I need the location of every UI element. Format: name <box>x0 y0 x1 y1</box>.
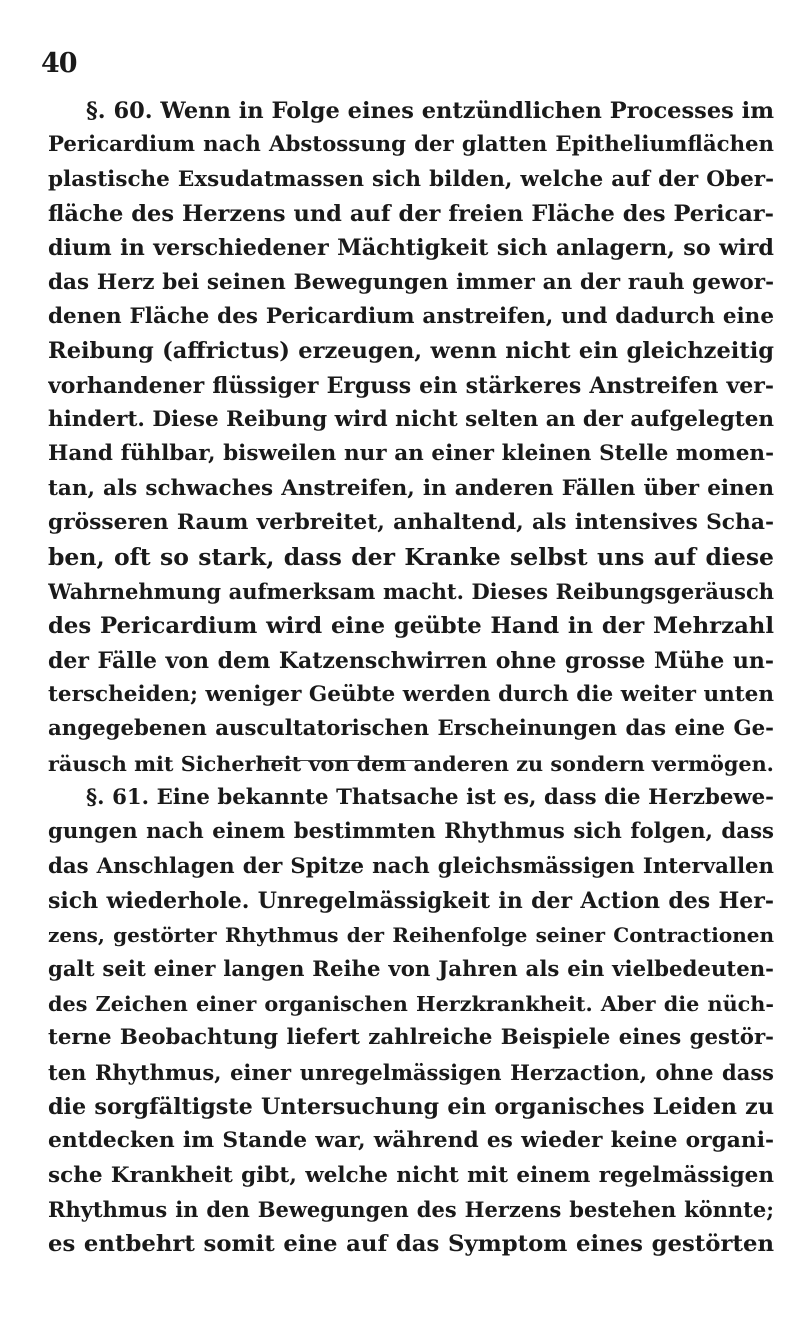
text-line: sche Krankheit gibt, welche nicht mit einem regelmässigen <box>48 1162 774 1188</box>
text-line: ten Rhythmus, einer unregelmässigen Herzaction, ohne dass <box>48 1059 774 1085</box>
text-line: §. 61. Eine bekannte Thatsache ist es, dass die Herzbewe- <box>86 785 774 810</box>
text-line: ben, oft so stark, dass der Kranke selbst uns auf diese <box>48 543 774 572</box>
section-divider <box>262 760 422 761</box>
text-line: des Zeichen einer organischen Herzkrankheit. Aber die nüch- <box>48 992 774 1017</box>
text-line: das Herz bei seinen Bewegungen immer an der rauh gewor- <box>48 269 774 295</box>
text-line: plastische Exsudatmassen sich bilden, welche auf der Ober- <box>48 166 774 192</box>
text-line: terne Beobachtung liefert zahlreiche Beispiele eines gestör- <box>48 1025 774 1051</box>
text-line: zens, gestörter Rhythmus der Reihenfolge seiner Contractionen <box>48 923 774 948</box>
text-line: es entbehrt somit eine auf das Symptom eines gestörten <box>48 1231 774 1258</box>
text-line: galt seit einer langen Reihe von Jahren als ein vielbedeuten- <box>48 956 774 982</box>
text-line: fläche des Herzens und auf der freien Fläche des Pericar- <box>48 201 774 228</box>
text-line: das Anschlagen der Spitze nach gleichsmässigen Intervallen <box>48 853 774 879</box>
text-line: des Pericardium wird eine geübte Hand in der Mehrzahl <box>48 613 774 640</box>
text-line: räusch mit Sicherheit von dem anderen zu sondern vermögen. <box>48 751 774 776</box>
page-number: 40 <box>41 48 77 79</box>
text-line: terscheiden; weniger Geübte werden durch die weiter unten <box>48 681 774 707</box>
text-line: Rhythmus in den Bewegungen des Herzens bestehen könnte; <box>48 1197 774 1223</box>
text-line: Reibung (affrictus) erzeugen, wenn nicht ein gleichzeitig <box>48 338 774 365</box>
text-line: Hand fühlbar, bisweilen nur an einer kleinen Stelle momen- <box>48 441 774 467</box>
text-line: dium in verschiedener Mächtigkeit sich anlagern, so wird <box>48 235 774 262</box>
text-line: hindert. Diese Reibung wird nicht selten an der aufgelegten <box>48 407 774 433</box>
paragraph-section-60 <box>48 94 774 781</box>
text-line: vorhandener flüssiger Erguss ein stärkeres Anstreifen ver- <box>48 372 774 399</box>
text-line: entdecken im Stande war, während es wieder keine organi- <box>48 1128 774 1154</box>
text-line: denen Fläche des Pericardium anstreifen, und dadurch eine <box>48 304 774 330</box>
text-line: sich wiederhole. Unregelmässigkeit in der Action des Her- <box>48 888 774 915</box>
text-line: angegebenen auscultatorischen Erscheinungen das eine Ge- <box>48 716 774 742</box>
text-line: grösseren Raum verbreitet, anhaltend, als intensives Scha- <box>48 510 774 536</box>
text-line: tan, als schwaches Anstreifen, in anderen Fällen über einen <box>48 475 774 501</box>
text-line: Pericardium nach Abstossung der glatten Epitheliumflächen <box>48 132 774 158</box>
text-line: Wahrnehmung aufmerksam macht. Dieses Reibungsgeräusch <box>48 578 774 604</box>
paragraph-section-61 <box>48 781 774 1262</box>
text-line: der Fälle von dem Katzenschwirren ohne grosse Mühe un- <box>48 647 774 674</box>
text-line: die sorgfältigste Untersuchung ein organisches Leiden zu <box>48 1094 774 1121</box>
text-line: §. 60. Wenn in Folge eines entzündlichen Processes im <box>86 98 774 124</box>
text-line: gungen nach einem bestimmten Rhythmus sich folgen, dass <box>48 819 774 845</box>
